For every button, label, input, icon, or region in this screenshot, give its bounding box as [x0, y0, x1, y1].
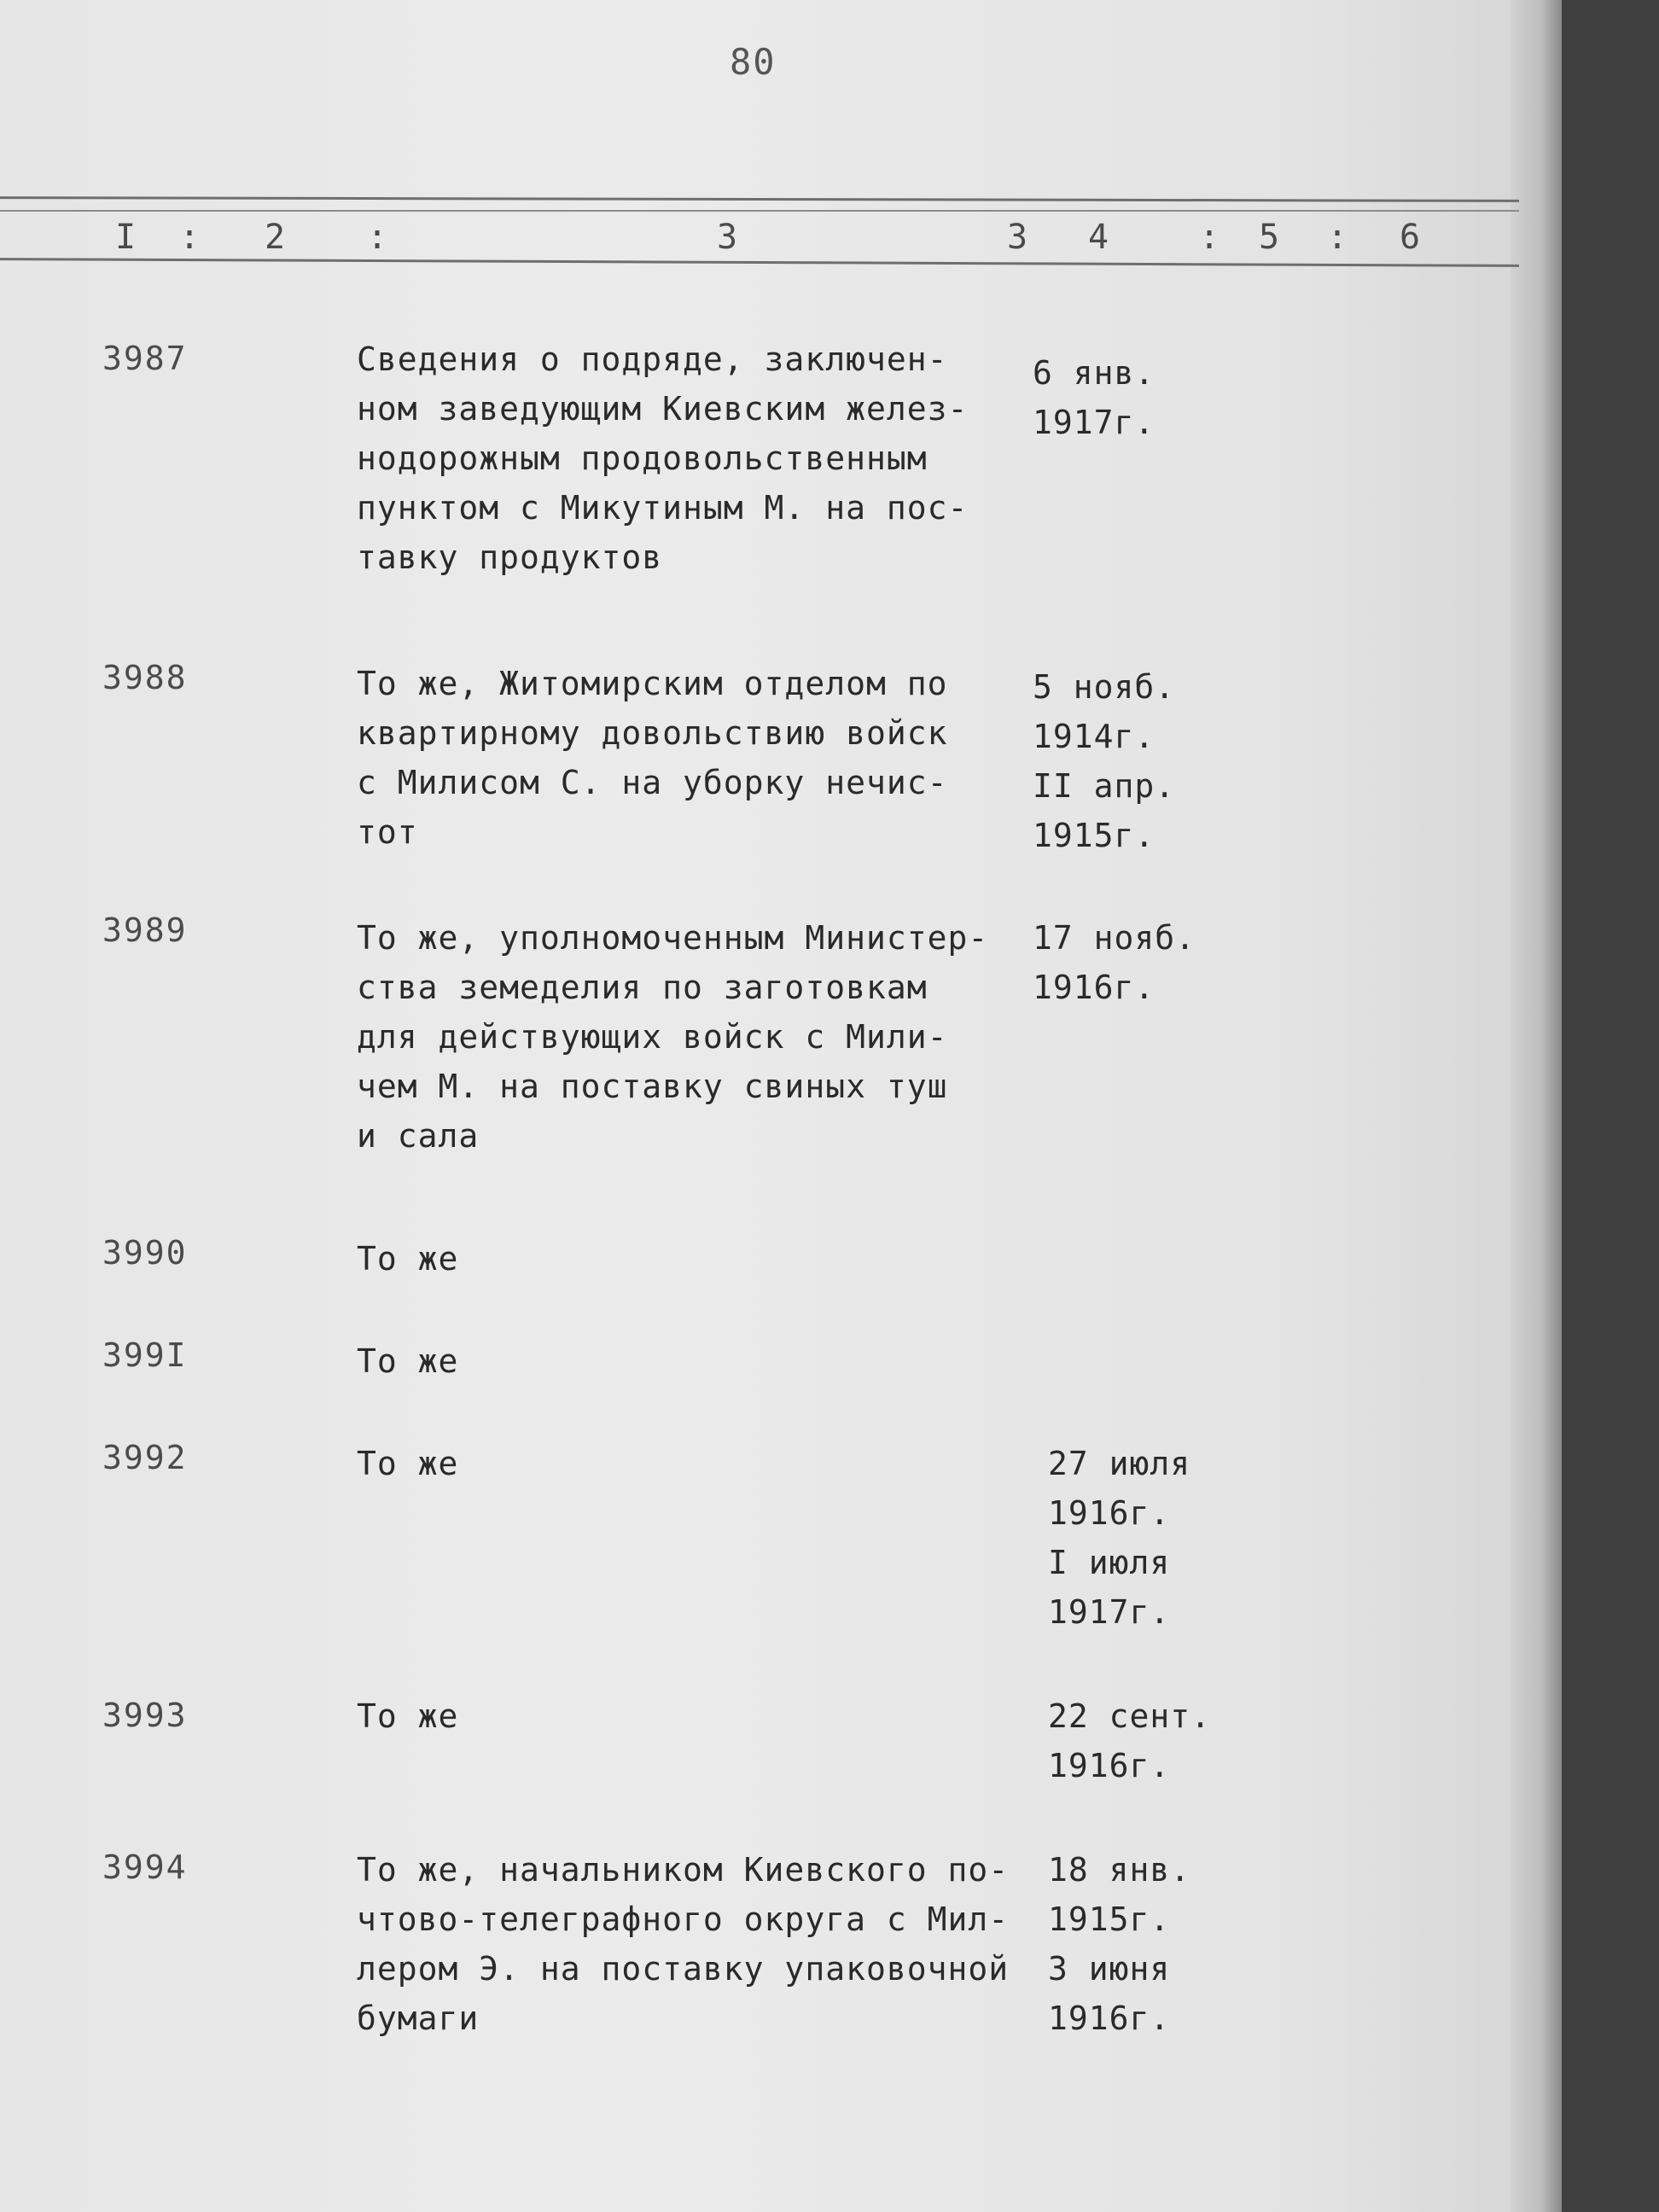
item-date: 17 нояб. 1916г. — [1033, 919, 1196, 1006]
item-description: То же — [357, 1240, 459, 1278]
page-edge — [1511, 0, 1562, 2212]
column-header-2: 2 — [265, 218, 286, 257]
column-separator: : — [1327, 218, 1348, 257]
item-description: То же, уполномоченным Министер- ства земеделия по заготовкам для действующих войск с Мили- чем М. на поставку свиных туш и сала — [357, 919, 989, 1155]
item-description: То же, Житомирским отделом по квартирному довольствию войск с Милисом С. на уборку нечис- тот — [357, 665, 948, 851]
item-number: 399I — [102, 1336, 188, 1374]
column-separator: : — [1199, 218, 1220, 257]
item-number: 3989 — [102, 911, 188, 949]
item-description: То же — [357, 1697, 459, 1735]
header-rule-top — [0, 196, 1519, 202]
page-number: 80 — [730, 41, 777, 83]
item-number: 3992 — [102, 1439, 188, 1476]
item-description: То же — [357, 1445, 459, 1482]
column-separator: : — [367, 218, 388, 257]
column-separator: : — [179, 218, 201, 257]
column-header-3: 3 — [717, 218, 738, 257]
item-date: 27 июля 1916г. I июля 1917г. — [1048, 1445, 1191, 1631]
column-header-1: I — [115, 218, 137, 257]
item-number: 3987 — [102, 340, 188, 377]
item-number: 3993 — [102, 1697, 188, 1734]
column-header-6: 6 — [1400, 218, 1421, 257]
item-number: 3990 — [102, 1234, 188, 1272]
item-number: 3994 — [102, 1848, 188, 1886]
column-header-4: 4 — [1088, 218, 1109, 257]
item-date: 5 нояб. 1914г. II апр. 1915г. — [1033, 668, 1176, 854]
item-number: 3988 — [102, 659, 188, 696]
item-description: То же, начальником Киевского по- чтово-телеграфного округа с Мил- лером Э. на поставку упаковочной бумаги — [357, 1851, 1010, 2037]
item-description: Сведения о подряде, заключен- ном заведующим Киевским желез- нодорожным продовольственным пунктом с Микутиным М. на пос- тавку продуктов — [357, 341, 969, 576]
column-header-5: 5 — [1259, 218, 1280, 257]
item-date: 18 янв. 1915г. 3 июня 1916г. — [1048, 1851, 1191, 2037]
header-rule-bottom — [0, 258, 1519, 267]
column-header-mark: З — [1007, 218, 1028, 257]
item-date: 6 янв. 1917г. — [1033, 354, 1155, 441]
item-description: То же — [357, 1342, 459, 1380]
item-date: 22 сент. 1916г. — [1048, 1697, 1212, 1784]
header-rule-top-inner — [0, 210, 1519, 212]
